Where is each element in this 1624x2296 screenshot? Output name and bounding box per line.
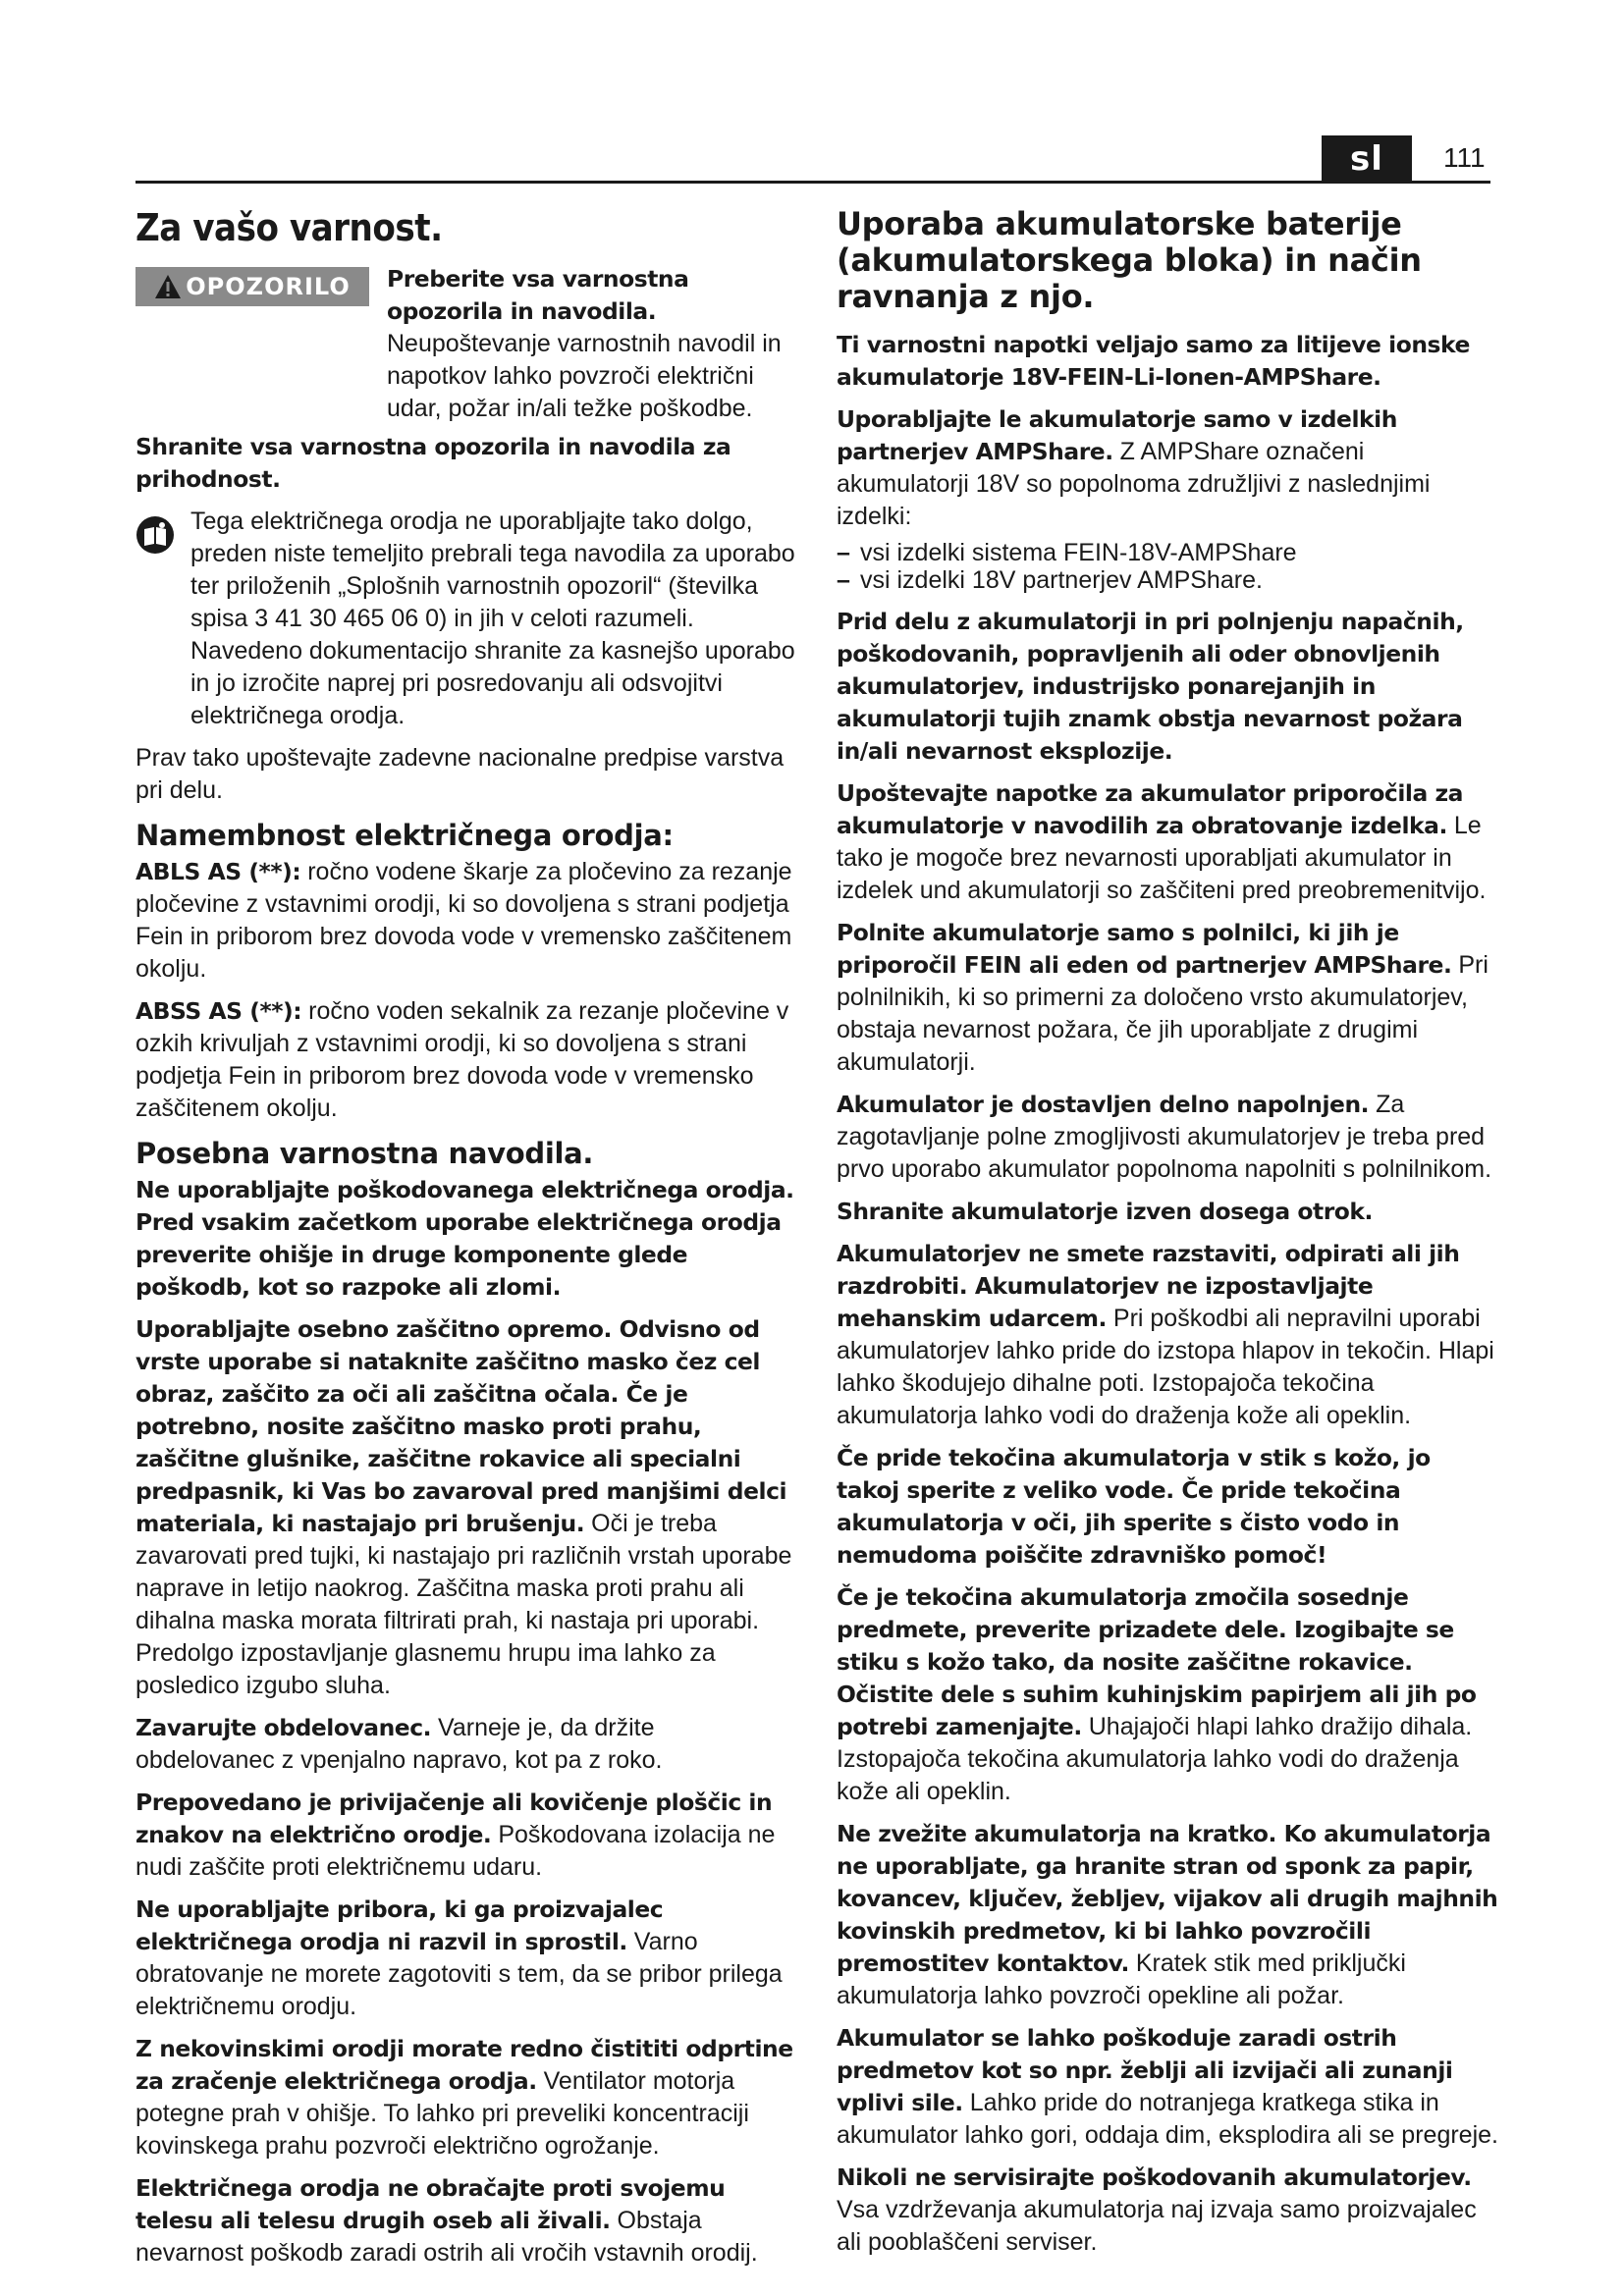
left-para: Uporabljajte osebno zaščitno opremo. Odvisno od vrste uporabe si nataknite zaščitno masko čez cel obraz, zaščito za oči ali zaščitna očala. Če je potrebno, nosite zaščitno masko proti prahu, zaščitne glušnike, zaščitne rokavice ali specialni predpasnik, ki Vas bo zavaroval pred manjšimi delci materiala, ki nastajajo pri brušenju. Oči je treba zavarovati pred tujki, ki nastajajo pri različnih vrstah uporabe naprave in letijo naokrog. Zaščitna maska proti prahu ali dihalna maska morata filtrirati prah, ki nastaja pri uporabi. Predolgo izpostavljanje glasnemu hrupu ima lahko za posledico izgubo sluha.: [135, 1315, 792, 1699]
right-para: Akumulatorjev ne smete razstaviti, odpirati ali jih razdrobiti. Akumulatorjev ne izpostavljajte mehanskim udarcem. Pri poškodbi ali nepravilni uporabi akumulatorjev lahko pride do izstopa hlapov in tekočin. Hlapi lahko škodujejo dihalne poti. Izstopajoča tekočina akumulatorja lahko vodi do draženja kože ali opeklin.: [837, 1240, 1494, 1429]
right-para: Upoštevajte napotke za akumulator priporočila za akumulatorje v navodilih za obratovanje izdelka. Le tako je mogoče brez nevarnosti uporabljati akumulator in izdelek und akumulatorji so zaščiteni pred preobremenitvijo.: [837, 779, 1487, 904]
list-item: – vsi izdelki 18V partnerjev AMPShare.: [837, 566, 1500, 594]
special-heading: Posebna varnostna navodila.: [135, 1137, 594, 1170]
purpose-heading: Namembnost električnega orodja:: [135, 819, 674, 852]
right-para: Shranite akumulatorje izven dosega otrok.: [837, 1198, 1373, 1225]
keep-bold: Shranite vsa varnostna opozorila in navodila za prihodnost.: [135, 433, 731, 493]
header-rule: [135, 181, 1490, 184]
left-para: Ne uporabljajte poškodovanega električnega orodja. Pred vsakim začetkom uporabe električnega orodja preverite ohišje in druge komponente glede poškodb, kot so razpoke ali zlomi.: [135, 1176, 794, 1301]
left-para: Zavarujte obdelovanec. Varneje je, da držite obdelovanec z vpenjalno napravo, kot pa z roko.: [135, 1714, 663, 1774]
warning-bold: Preberite vsa varnostna opozorila in navodila.: [387, 265, 689, 325]
keep-instructions: [135, 431, 797, 496]
left-para: Z nekovinskimi orodji morate redno čistititi odprtine za zračenje električnega orodja. Ventilator motorja potegne prah v ohišje. To lahko pri preveliki koncentraciji kovinskega prahu pozvroči električno ogrožanje.: [135, 2035, 793, 2160]
warning-badge: [135, 267, 369, 306]
right-para: Polnite akumulatorje samo s polnilci, ki jih je priporočil FEIN ali eden od partnerjev AMPShare. Pri polnilnikih, ki so primerni za določeno vrsto akumulatorjev, obstaja nevarnost požara, če jih uporabljate z drugimi akumulatorji.: [837, 919, 1489, 1076]
manual-block: [135, 506, 797, 742]
right-para: Uporabljajte le akumulatorje samo v izdelkih partnerjev AMPShare. Z AMPShare označeni akumulatorji 18V so popolnoma združljivi z naslednjimi izdelki:: [837, 405, 1431, 530]
right-para: Prid delu z akumulatorji in pri polnjenju napačnih, poškodovanih, popravljenih ali oder obnovljenih akumulatorjev, industrijsko ponarejanjih in akumulatorji tujih znamk obstja nevarnost požara in/ali nevarnost eksplozije.: [837, 608, 1464, 765]
battery-heading: Uporaba akumulatorske baterije (akumulatorskega bloka) in način ravnanja z njo.: [837, 205, 1422, 315]
right-para: Če je tekočina akumulatorja zmočila sosednje predmete, preverite prizadete dele. Izogibajte se stiku s kožo tako, da nosite zaščitne rokavice. Očistite dele s suhim kuhinjskim papirjem ali jih po potrebi zamenjajte. Uhajajoči hlapi lahko dražijo dihala. Izstopajoča tekočina akumulatorja lahko vodi do draženja kože ali opeklin.: [837, 1583, 1477, 1805]
national-rules: Prav tako upoštevajte zadevne nacionalne predpise varstva pri delu.: [135, 744, 785, 804]
page-number: 111: [1443, 142, 1486, 173]
right-para: Če pride tekočina akumulatorja v stik s kožo, jo takoj sperite z veliko vode. Če pride tekočina akumulatorja v oči, jih sperite s čisto vodo in nemudoma poiščite zdravniško pomoč!: [837, 1444, 1431, 1569]
list-item: – vsi izdelki sistema FEIN-18V-AMPShare: [837, 539, 1500, 566]
read-manual-icon: [135, 515, 175, 555]
purpose-abss: ABSS AS (**): ročno voden sekalnik za rezanje pločevine v ozkih krivuljah z vstavnimi orodji, ki so dovoljena s strani podjetja Fein in priborom brez dovoda vode v vremensko zaščitenem okolju.: [135, 997, 789, 1122]
warning-text: [387, 263, 797, 425]
right-para: Ne zvežite akumulatorja na kratko. Ko akumulatorja ne uporabljate, ga hranite stran od sponk za papir, kovancev, ključev, žebljev, vijakov ali drugih majhnih kovinskih predmetov, ki bi lahko povzročili premostitev kontaktov. Kratek stik med priključki akumulatorja lahko povzroči opekline ali požar.: [837, 1820, 1498, 2009]
warning-body: Neupoštevanje varnostnih navodil in napotkov lahko povzroči električni udar, požar in/ali težke poškodbe.: [387, 330, 782, 422]
warning-block: [135, 263, 797, 425]
language-badge: sl: [1322, 135, 1412, 184]
right-para: Ti varnostni napotki veljajo samo za litijeve ionske akumulatorje 18V-FEIN-Li-Ionen-AMPShare.: [837, 331, 1470, 391]
left-para: Prepovedano je privijačenje ali kovičenje ploščic in znakov na električno orodje. Poškodovana izolacija ne nudi zaščite proti električnemu udaru.: [135, 1789, 776, 1881]
left-para: Električnega orodja ne obračajte proti svojemu telesu ali telesu drugih oseb ali živali. Obstaja nevarnost poškodb zaradi ostrih ali vročih vstavnih orodij.: [135, 2174, 758, 2267]
right-column: [837, 206, 1500, 2269]
purpose-abls: ABLS AS (**): ročno vodene škarje za pločevino za rezanje pločevine z vstavnimi orodji, ki so dovoljena s strani podjetja Fein in priborom brez dovoda vode v vremensko zaščitenem okolju.: [135, 858, 792, 983]
right-para: Akumulator je dostavljen delno napolnjen. Za zagotavljanje polne zmogljivosti akumulatorjev je treba pred prvo uporabo akumulator popolnoma napolniti s polnilnikom.: [837, 1091, 1492, 1183]
warning-badge-label: OPOZORILO: [186, 273, 351, 300]
warning-triangle-icon: [154, 274, 182, 299]
left-column: [135, 206, 797, 2279]
left-para: Ne uporabljajte pribora, ki ga proizvajalec električnega orodja ni razvil in sprostil. Varno obratovanje ne morete zagotoviti s tem, da se pribor prilega električnemu orodju.: [135, 1896, 783, 2020]
manual-text: Tega električnega orodja ne uporabljajte tako dolgo, preden niste temeljito prebrali tega navodila za uporabo ter priloženih „Splošnih varnostnih opozoril“ (številka spisa 3 41 30 465 06 0) in jih v celoti razumeli. Navedeno dokumentacijo shranite za kasnejšo uporabo in jo izročite naprej pri posredovanju ali odsvojitvi električnega orodja.: [190, 507, 795, 729]
page-title: Za vašo varnost.: [135, 206, 443, 249]
right-para: Akumulator se lahko poškoduje zaradi ostrih predmetov kot so npr. žeblji ali izvijači ali zunanji vplivi sile. Lahko pride do notranjega kratkega stika in akumulator lahko gori, oddaja dim, eksplodira ali se pregreje.: [837, 2024, 1498, 2149]
right-para: Nikoli ne servisirajte poškodovanih akumulatorjev. Vsa vzdrževanja akumulatorja naj izvaja samo proizvajalec ali pooblaščeni serviser.: [837, 2163, 1477, 2256]
compatibility-list: [837, 539, 1500, 594]
